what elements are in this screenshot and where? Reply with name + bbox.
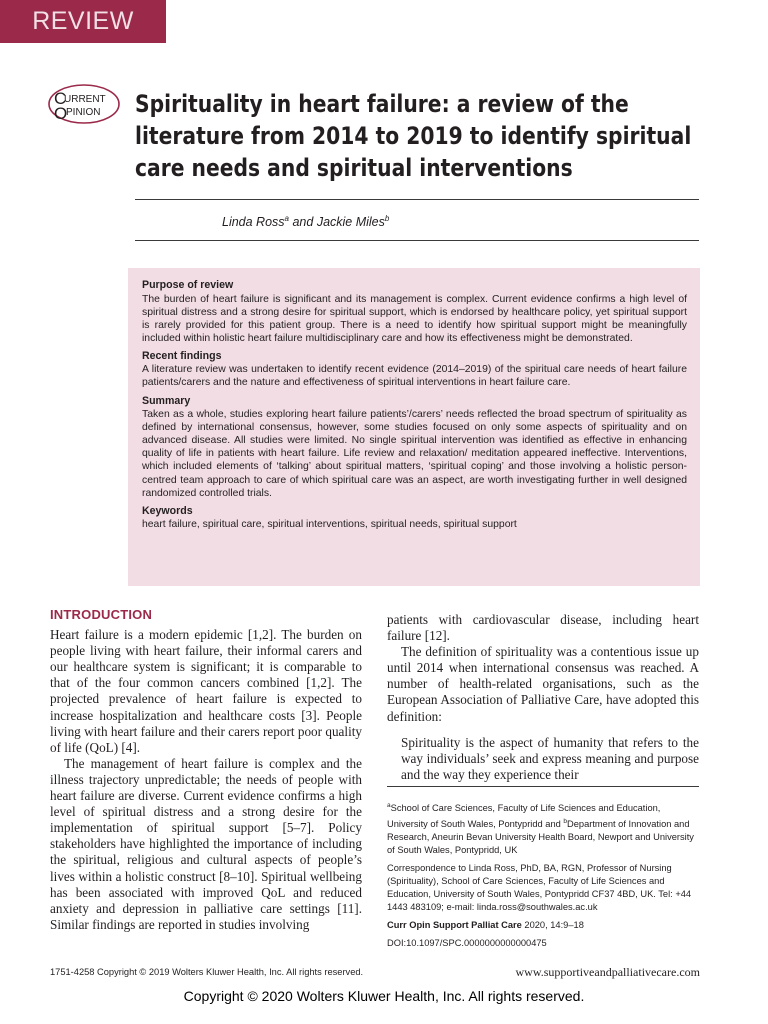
body-paragraph: Heart failure is a modern epidemic [1,2]. The burden on people living with heart failure, their informal carers and our healthcare system is significant; it is comparable to that of the four common cancers combined [1,2]. The projected prevalence of heart failure is expected to increase hospitalization and healthcare costs [3]. People living with heart failure and their carers report poor quality of life (QoL) [4]. [50, 627, 362, 755]
section-heading-introduction: INTRODUCTION [50, 607, 153, 622]
affiliation-marker: a [387, 802, 391, 809]
body-paragraph: The management of heart failure is complex and the illness trajectory unpredictable; the needs of people with heart failure are diverse. Current evidence confirms a high level of spiritual distress and a strong desire for the implementation of spiritual support [5–7]. Policy stakeholders have highlighted the importance of including the spiritual, religious and cultural aspects of people’s lives within a holistic construct [8–10]. Spiritual wellbeing has been associated with improved QoL and reduced anxiety and depression in palliative care settings [11]. Similar findings are reported in studies involving [50, 755, 362, 932]
issn-copyright: 1751-4258 Copyright © 2019 Wolters Kluwer Health, Inc. All rights reserved. [50, 967, 364, 977]
journal-website-link[interactable]: www.supportiveandpalliativecare.com [515, 965, 700, 979]
abstract-box [128, 268, 700, 586]
body-paragraph: patients with cardiovascular disease, including heart failure [12]. [387, 612, 699, 644]
correspondence: Correspondence to Linda Ross, PhD, BA, RGN, Professor of Nursing (Spirituality), School of Care Sciences, Faculty of Life Sciences and Education, University of South Wales, Pontypridd CF37 4BD, UK. Tel: +44 1443 483109; e-mail: linda.ross@southwales.ac.uk [387, 863, 692, 913]
author-line [222, 214, 389, 229]
affiliation-marker: b [563, 818, 568, 826]
section-tab: REVIEW [0, 0, 166, 43]
abstract-heading-findings: Recent findings [142, 349, 222, 362]
abstract-heading-keywords: Keywords [142, 504, 193, 517]
citation-volume: 2020, 14:9–18 [521, 920, 584, 931]
svg-text:PINION: PINION [66, 107, 101, 118]
body-column-left [50, 607, 362, 933]
svg-text:C: C [54, 89, 67, 108]
author-separator: and [289, 215, 317, 230]
affiliation-marker: b [384, 214, 390, 223]
affiliation-b: Department of Innovation and Research, Aneurin Bevan University Health Board, Newport and University of South Wales, Pontypridd, UK [387, 819, 694, 856]
journal-name: Curr Opin Support Palliat Care [387, 920, 522, 931]
copyright-notice: Copyright © 2020 Wolters Kluwer Health, Inc. All rights reserved. [183, 988, 585, 1004]
footnotes [387, 786, 699, 955]
affiliation-marker: a [284, 214, 289, 223]
abstract-heading-summary: Summary [142, 394, 191, 407]
author-name: Linda Ross [222, 215, 285, 230]
affiliation-a: School of Care Sciences, Faculty of Life Sciences and Education, University of South Wales, Pontypridd and [387, 803, 661, 830]
svg-text:URRENT: URRENT [64, 94, 106, 105]
title-divider [135, 199, 699, 200]
abstract-text-purpose: The burden of heart failure is significant and its management is complex. Current evidence confirms a high level of spiritual distress and a strong desire for spiritual support, which is endorsed by healthcare policy, yet spiritual support is rarely provided for this patient group. There is a need to identify how spiritual support might be meaningfully included within holistic heart failure multidisciplinary care and how its effectiveness might be demonstrated. [142, 293, 687, 344]
abstract-text-summary: Taken as a whole, studies exploring heart failure patients’/carers’ needs reflected the broad spectrum of spirituality as defined by international consensus, however, some studies focused on only some aspects of spirituality and on advanced disease. All studies were limited. No single spiritual intervention was identified as effective in enhancing quality of life in patients with heart failure. Life review and relaxation/ meditation appeared ineffective. Interventions, which included elements of ‘talking’ about spiritual matters, ‘spiritual coping’ and those involving a holistic person-centred team approach to care of which spiritual care was an aspect, are worth investigating further in well designed randomized controlled trials. [142, 409, 687, 499]
body-paragraph: The definition of spirituality was a contentious issue up until 2014 when international consensus was reached. A number of health-related organisations, such as the European Association of Palliative Care, have adopted this definition: [387, 644, 699, 724]
block-quote: Spirituality is the aspect of humanity that refers to the way individuals’ seek and express meaning and purpose and the way they experience their [401, 734, 699, 782]
author-divider [135, 240, 699, 241]
article-title: Spirituality in heart failure: a review of the literature from 2014 to 2019 to identify spiritual care needs and spiritual interventions [135, 90, 692, 182]
abstract-text-findings: A literature review was undertaken to identify recent evidence (2014–2019) of the spiritual care needs of heart failure patients/carers and the nature and effectiveness of spiritual interventions in heart failure care. [142, 364, 687, 389]
current-opinion-logo [46, 82, 122, 126]
abstract-text-keywords: heart failure, spiritual care, spiritual interventions, spiritual needs, spiritual support [142, 519, 517, 531]
body-column-right [387, 612, 699, 783]
svg-text:O: O [54, 104, 68, 123]
doi: DOI:10.1097/SPC.0000000000000475 [387, 938, 547, 949]
author-name: Jackie Miles [316, 215, 385, 230]
citation [387, 919, 699, 932]
abstract-heading-purpose: Purpose of review [142, 279, 234, 291]
affiliations [387, 799, 699, 857]
